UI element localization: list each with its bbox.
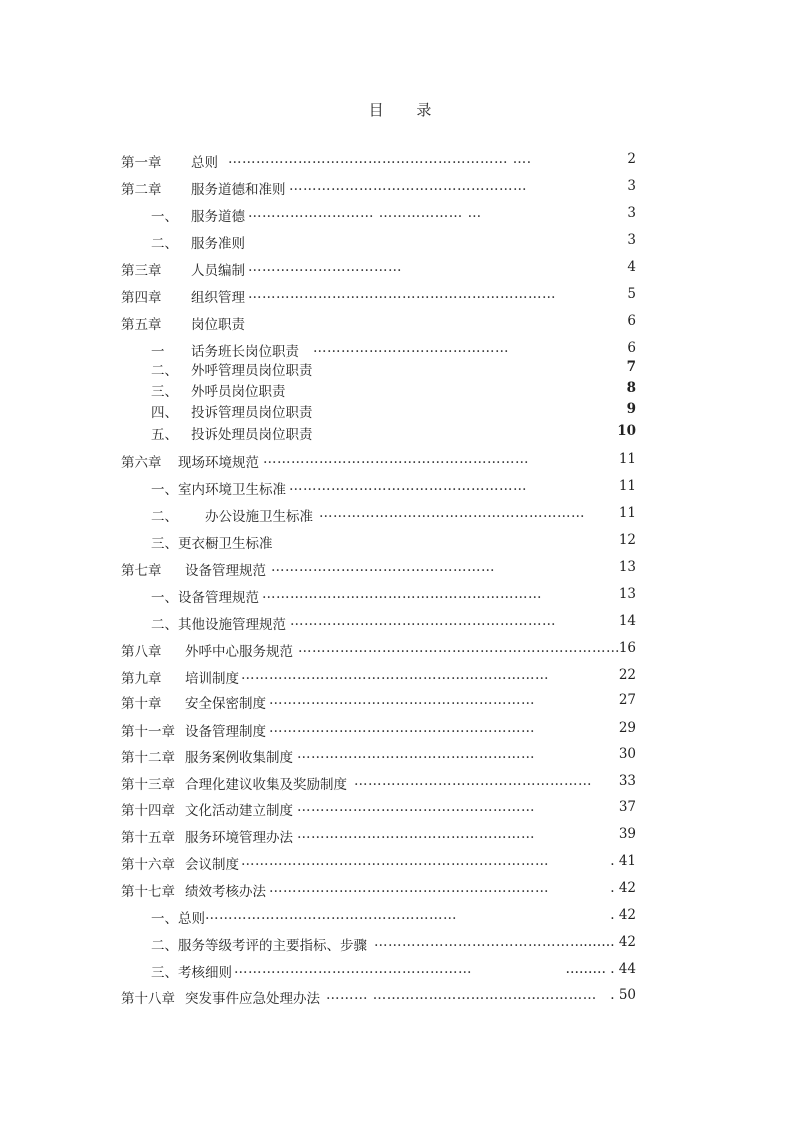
- toc-entry-title: 外呼管理员岗位职责: [191, 363, 313, 379]
- toc-entry-title: 合理化建议收集及奖励制度: [185, 777, 347, 793]
- toc-entry-title: 现场环境规范: [178, 455, 259, 471]
- toc-leader-dots: …………………………………………………: [263, 451, 529, 467]
- toc-page-number: 6: [627, 340, 636, 356]
- toc-chapter-label: 第十七章: [121, 884, 175, 900]
- toc-leader-dots: …………………………………………………: [290, 613, 556, 629]
- toc-page-number: 13: [618, 586, 636, 602]
- toc-entry-title: 一、总则: [151, 911, 205, 927]
- toc-section-label: 一: [151, 344, 165, 360]
- toc-entry-title: 突发事件应急处理办法: [185, 991, 320, 1007]
- toc-chapter-label: 第十三章: [121, 777, 175, 793]
- toc-page-number: 16: [618, 640, 636, 656]
- toc-entry-title: 外呼员岗位职责: [191, 384, 286, 400]
- toc-leader-dots: ……………………………………………………………: [298, 640, 620, 656]
- toc-chapter-label: 第十二章: [121, 750, 175, 766]
- toc-page-number: 6: [627, 313, 636, 329]
- toc-entry: [121, 667, 636, 687]
- toc-leader-dots: …………………………………………: [271, 559, 495, 575]
- toc-page-number: 4: [627, 259, 636, 275]
- toc-entry-title: 外呼中心服务规范: [185, 644, 293, 660]
- toc-page-number: 37: [618, 799, 636, 815]
- toc-page-number: 11: [618, 505, 636, 521]
- toc-page-number: . 50: [610, 987, 636, 1003]
- toc-leader-dots: ……………………………: [248, 259, 402, 275]
- toc-entry-title: 总则: [191, 155, 218, 171]
- toc-entry-title: 服务环境管理办法: [185, 830, 293, 846]
- toc-entry-title: 一、室内环境卫生标准: [151, 482, 286, 498]
- toc-page-number: . 42: [610, 880, 636, 896]
- toc-title: 目 录: [368, 101, 446, 119]
- toc-entry-title: 二、其他设施管理规范: [151, 617, 286, 633]
- toc-page-number: 7: [626, 359, 636, 375]
- toc-entry: [121, 478, 636, 498]
- toc-entry-title: 三、更衣橱卫生标准: [151, 536, 273, 552]
- toc-entry: [121, 826, 636, 846]
- toc-entry-title: 岗位职责: [191, 317, 245, 333]
- toc-page-number: 33: [618, 773, 636, 789]
- toc-page-number: 13: [618, 559, 636, 575]
- toc-leader-dots: ……………………………………………: [289, 178, 527, 194]
- toc-entry-title: 投诉处理员岗位职责: [191, 427, 313, 443]
- toc-page-number: . 42: [610, 907, 636, 923]
- toc-entry: [121, 313, 636, 333]
- toc-entry-title: 设备管理制度: [185, 724, 266, 740]
- toc-section-label: 二、: [151, 363, 178, 379]
- toc-entry-title: 二、服务等级考评的主要指标、步骤: [151, 938, 367, 954]
- toc-chapter-label: 第六章: [121, 455, 162, 471]
- toc-entry: [121, 613, 636, 633]
- toc-entry-title: 服务准则: [191, 236, 245, 252]
- toc-entry: [121, 532, 636, 552]
- toc-leader-dots: ……………………………………………………: [269, 880, 549, 896]
- toc-entry: [121, 934, 636, 954]
- toc-leader-dots: ……………………………………………: [234, 961, 472, 977]
- toc-leader-dots: ……………………………………………: [297, 826, 535, 842]
- toc-leader-dots: …………………………………………………………: [241, 853, 549, 869]
- toc-chapter-label: 第四章: [121, 290, 162, 306]
- toc-page-number: 30: [618, 746, 636, 762]
- toc-entry: [121, 423, 636, 443]
- toc-section-label: 三、: [151, 384, 178, 400]
- toc-entry: [121, 692, 636, 712]
- toc-leader-dots: ……………………………………………: [289, 478, 527, 494]
- toc-leader-dots: ……………………………………………: [297, 746, 535, 762]
- toc-page-number: 8: [626, 380, 636, 396]
- toc-entry: [121, 380, 636, 400]
- toc-entry: [121, 853, 636, 873]
- toc-page-number: . 41: [610, 853, 636, 869]
- toc-page-number: ……. 42: [583, 934, 636, 950]
- toc-entry-title: 设备管理规范: [185, 563, 266, 579]
- toc-chapter-label: 第十六章: [121, 857, 175, 873]
- toc-section-label: 二、: [151, 236, 178, 252]
- toc-leader-dots: ……………………… ……………… …: [248, 205, 482, 221]
- toc-page-number: 5: [627, 286, 636, 302]
- toc-entry: [121, 401, 636, 421]
- toc-entry: [121, 640, 636, 660]
- toc-entry: [121, 340, 636, 360]
- toc-leader-dots: ……………………………………………: [297, 799, 535, 815]
- toc-entry-title: 服务道德和准则: [191, 182, 286, 198]
- toc-leader-dots: ………………………………………………: [205, 907, 457, 923]
- toc-leader-dots: ……………………………………………………: [262, 586, 542, 602]
- toc-leader-dots: …………………………………………………: [319, 505, 585, 521]
- toc-chapter-label: 第十五章: [121, 830, 175, 846]
- toc-entry: [121, 987, 636, 1007]
- toc-entry: [121, 961, 636, 981]
- toc-page-number: ……… . 44: [565, 961, 636, 977]
- toc-page-number: 10: [617, 423, 636, 439]
- toc-entry: [121, 799, 636, 819]
- toc-entry-title: 话务班长岗位职责: [191, 344, 299, 360]
- toc-leader-dots: …………………………………………………………: [248, 286, 556, 302]
- toc-entry: [121, 359, 636, 379]
- toc-page-number: 14: [618, 613, 636, 629]
- toc-leader-dots: …………………………………………………………: [241, 667, 549, 683]
- toc-section-label: 四、: [151, 405, 178, 421]
- toc-entry: [121, 286, 636, 306]
- toc-leader-dots: …………………………………………………: [269, 720, 535, 736]
- toc-leader-dots: …………………………………………………: [269, 692, 535, 708]
- toc-page-number: 12: [618, 532, 636, 548]
- toc-entry-title: 服务道德: [191, 209, 245, 225]
- toc-page-number: 22: [618, 667, 636, 683]
- toc-chapter-label: 第十八章: [121, 991, 175, 1007]
- toc-chapter-label: 第十四章: [121, 803, 175, 819]
- toc-leader-dots: ……………………………………………: [354, 773, 592, 789]
- toc-chapter-label: 第十章: [121, 696, 162, 712]
- toc-page-number: 29: [618, 720, 636, 736]
- toc-entry-title: 三、考核细则: [151, 965, 232, 981]
- toc-entry-title: 安全保密制度: [185, 696, 266, 712]
- toc-page-number: 11: [618, 451, 636, 467]
- toc-entry: [121, 151, 636, 171]
- toc-entry: [121, 586, 636, 606]
- toc-entry: [121, 259, 636, 279]
- toc-entry: [121, 746, 636, 766]
- toc-page-number: 3: [627, 178, 636, 194]
- toc-chapter-label: 第十一章: [121, 724, 175, 740]
- toc-entry: [121, 559, 636, 579]
- toc-entry-title: 组织管理: [191, 290, 245, 306]
- toc-entry: [121, 907, 636, 927]
- toc-chapter-label: 第一章: [121, 155, 162, 171]
- toc-entry: [121, 505, 636, 525]
- toc-entry: [121, 880, 636, 900]
- toc-entry-title: 投诉管理员岗位职责: [191, 405, 313, 421]
- toc-page-number: 2: [627, 151, 636, 167]
- toc-section-label: 五、: [151, 427, 178, 443]
- toc-page-number: 3: [627, 205, 636, 221]
- toc-chapter-label: 第五章: [121, 317, 162, 333]
- toc-leader-dots: ……… …………………………………………: [326, 987, 597, 1003]
- toc-entry: [121, 720, 636, 740]
- toc-chapter-label: 第三章: [121, 263, 162, 279]
- toc-entry-title: 一、设备管理规范: [151, 590, 259, 606]
- toc-section-label: 一、: [151, 209, 178, 225]
- toc-page-number: 27: [618, 692, 636, 708]
- toc-entry: [121, 232, 636, 252]
- toc-page-number: 11: [618, 478, 636, 494]
- toc-page-number: 39: [618, 826, 636, 842]
- toc-leader-dots: …………………………………………………… ….: [228, 151, 532, 167]
- toc-leader-dots: ………………………………………: [374, 934, 584, 950]
- toc-entry-title: 绩效考核办法: [185, 884, 266, 900]
- toc-entry-title: 文化活动建立制度: [185, 803, 293, 819]
- toc-entry: [121, 205, 636, 225]
- toc-chapter-label: 第八章: [121, 644, 162, 660]
- toc-entry: [121, 773, 636, 793]
- toc-chapter-label: 第二章: [121, 182, 162, 198]
- toc-entry: [121, 451, 636, 471]
- toc-leader-dots: ……………………………………: [313, 340, 509, 356]
- toc-entry-title: 培训制度: [185, 671, 239, 687]
- toc-entry-title: 会议制度: [185, 857, 239, 873]
- toc-entry-title: 办公设施卫生标准: [205, 509, 313, 525]
- toc-entry: [121, 178, 636, 198]
- toc-chapter-label: 第九章: [121, 671, 162, 687]
- toc-entry-title: 人员编制: [191, 263, 245, 279]
- toc-chapter-label: 第七章: [121, 563, 162, 579]
- toc-page-number: 3: [627, 232, 636, 248]
- toc-page-number: 9: [626, 401, 636, 417]
- toc-section-label: 二、: [151, 509, 178, 525]
- toc-entry-title: 服务案例收集制度: [185, 750, 293, 766]
